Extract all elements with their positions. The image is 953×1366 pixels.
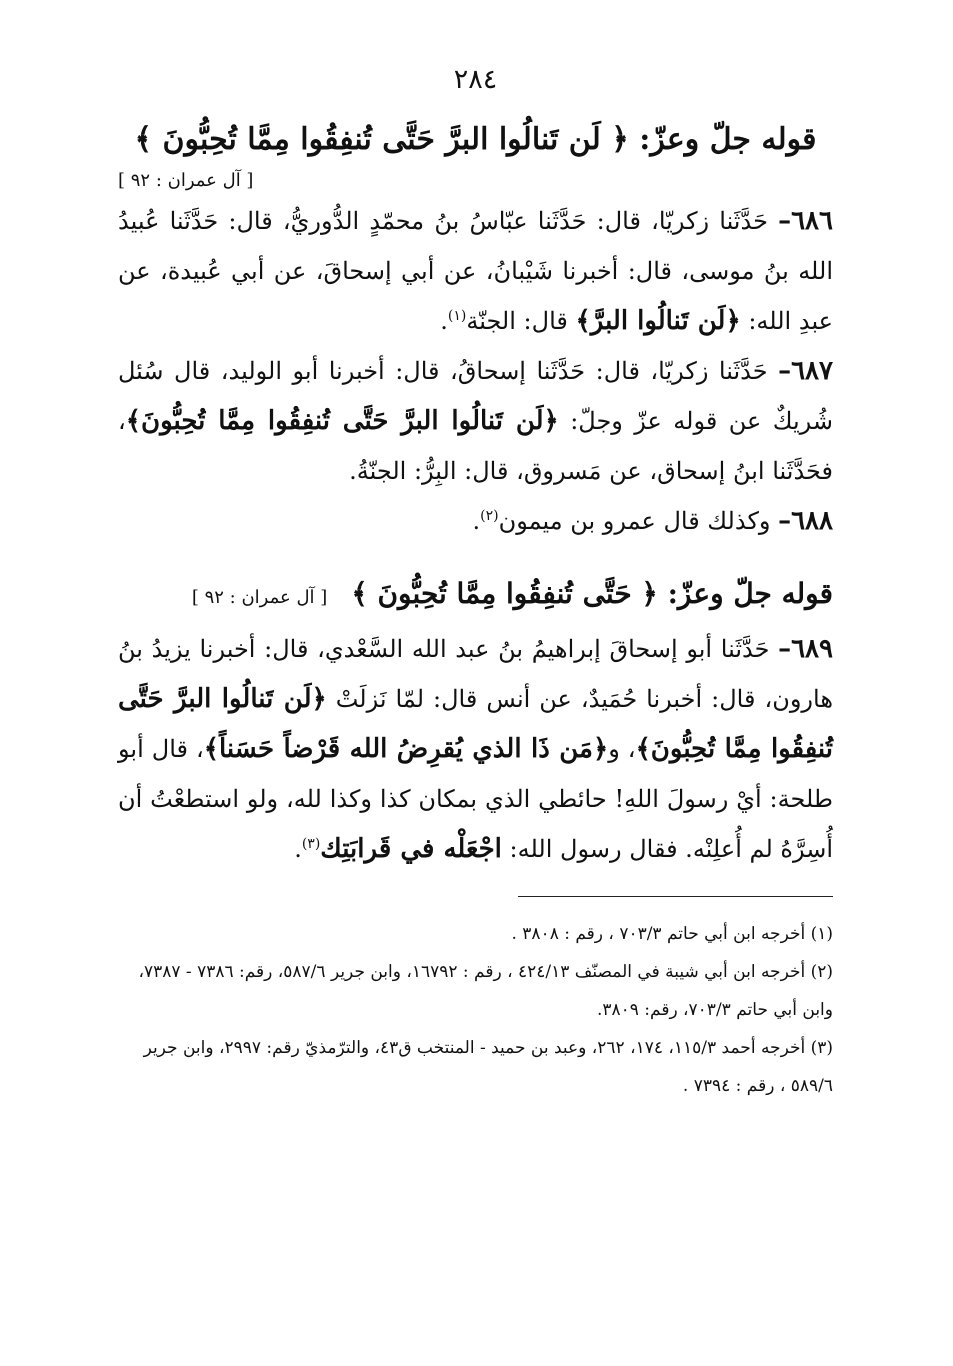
hadith-text: ، فحَدَّثَنا ابنُ إسحاق، عن مَسروق، قال: البِرُّ: الجنّةُ.	[118, 407, 833, 485]
hadith-689	[118, 624, 833, 874]
quran-verse-1: ﴿لَن تَنالُوا البرَّ حَتَّى تُنفِقُوا مِمَّا تُحِبُّونَ﴾	[118, 684, 833, 764]
hadith-686	[118, 196, 833, 346]
hadith-number: ٦٨٧–	[778, 356, 833, 386]
footnote-2: (٢) أخرجه ابن أبي شيبة في المصنّف ٤٢٤/١٣ ، رقم : ١٦٧٩٢، وابن جرير ٥٨٧/٦، رقم: ٧٣٨٦ - ٧٣٨٧، وابن أبي حاتم ٧٠٣/٣، رقم: ٣٨٠٩.	[138, 962, 833, 1020]
footnote-ref-1[interactable]: (١)	[447, 308, 467, 324]
section-heading-2	[118, 568, 833, 624]
footnote-divider	[518, 896, 833, 897]
hadith-number: ٦٨٩–	[778, 634, 833, 664]
hadith-text: .	[294, 835, 302, 863]
section-heading-2-text: قوله جلّ وعزّ: ﴿ حَتَّى تُنفِقُوا مِمَّا تُحِبُّونَ ﴾	[351, 577, 833, 610]
footnote-3: (٣) أخرجه أحمد ١١٥/٣، ١٧٤، ٢٦٢، وعبد بن حميد - المنتخب ق٤٣، والترّمذيّ رقم: ٢٩٩٧، وابن جرير ٥٨٩/٦ ، رقم : ٧٣٩٤ .	[143, 1038, 833, 1096]
hadith-text: وكذلك قال عمرو بن ميمون	[498, 507, 779, 535]
hadith-text: حَدَّثَنا زكريّا، قال: حَدَّثَنا إسحاقُ، قال: أخبرنا أبو الوليد، قال سُئل شُريكٌ عن قوله عزّ وجلّ:	[118, 357, 834, 435]
hadith-number: ٦٨٨–	[778, 506, 833, 536]
footnote-1: (١) أخرجه ابن أبي حاتم ٧٠٣/٣ ، رقم : ٣٨٠٨ .	[511, 924, 833, 944]
hadith-text: قال: الجنّة	[466, 307, 576, 335]
quran-verse-2: ﴿مَن ذَا الذي يُقرِضُ الله قَرْضاً حَسَناً﴾	[203, 734, 609, 764]
quran-verse: ﴿لَن تَنالُوا البرَّ حَتَّى تُنفِقُوا مِمَّا تُحِبُّونَ﴾	[125, 406, 559, 436]
hadith-text: حَدَّثَنا أبو إسحاقَ إبراهيمُ بنُ عبد الله السَّعْدي، قال: أخبرنا يزيدُ بنُ هارون، قال: أخبرنا حُمَيدٌ، عن أنس قال: لمّا نَزلَتْ	[118, 635, 833, 713]
section-citation-2: [ آل عمران : ٩٢ ]	[191, 587, 328, 608]
quran-verse: ﴿لَن تَنالُوا البرَّ﴾	[575, 306, 741, 336]
hadith-text: حَدَّثَنا زكريّا، قال: حَدَّثَنا عبّاسُ بنُ محمّدٍ الدُّوريُّ، قال: حَدَّثَنا عُبيدُ الله بنُ موسى، قال: أخبرنا شَيْبانُ، عن أبي إسحاقَ، عن أبي عُبيدة، عن عبدِ الله:	[118, 207, 833, 335]
section-heading-1: قوله جلّ وعزّ: ﴿ لَن تَنالُوا البرَّ حَتَّى تُنفِقُوا مِمَّا تُحِبُّونَ ﴾	[134, 122, 817, 157]
footnote-ref-3[interactable]: (٣)	[301, 836, 321, 852]
section-citation-1: [ آل عمران : ٩٢ ]	[118, 170, 254, 191]
hadith-text: .	[472, 507, 481, 535]
section-spacer	[118, 546, 833, 568]
hadith-text: ، و	[608, 735, 636, 763]
page-number: ٢٨٤	[453, 64, 498, 95]
hadith-text: .	[440, 307, 448, 335]
hadith-687	[118, 346, 833, 496]
hadith-number: ٦٨٦–	[778, 206, 833, 236]
prophet-saying: اجْعَلْه في قَرابَتِك	[320, 834, 502, 864]
hadith-text: ، قال أبو طلحة: أيْ رسولَ اللهِ! حائطي الذي بمكان كذا وكذا لله، ولو استطعْتُ أن أُسِرَّهُ لم أُعلِنْه. فقال رسول الله:	[118, 735, 833, 863]
page	[118, 60, 833, 1320]
hadith-688	[118, 496, 833, 546]
footnote-ref-2[interactable]: (٢)	[480, 508, 499, 524]
